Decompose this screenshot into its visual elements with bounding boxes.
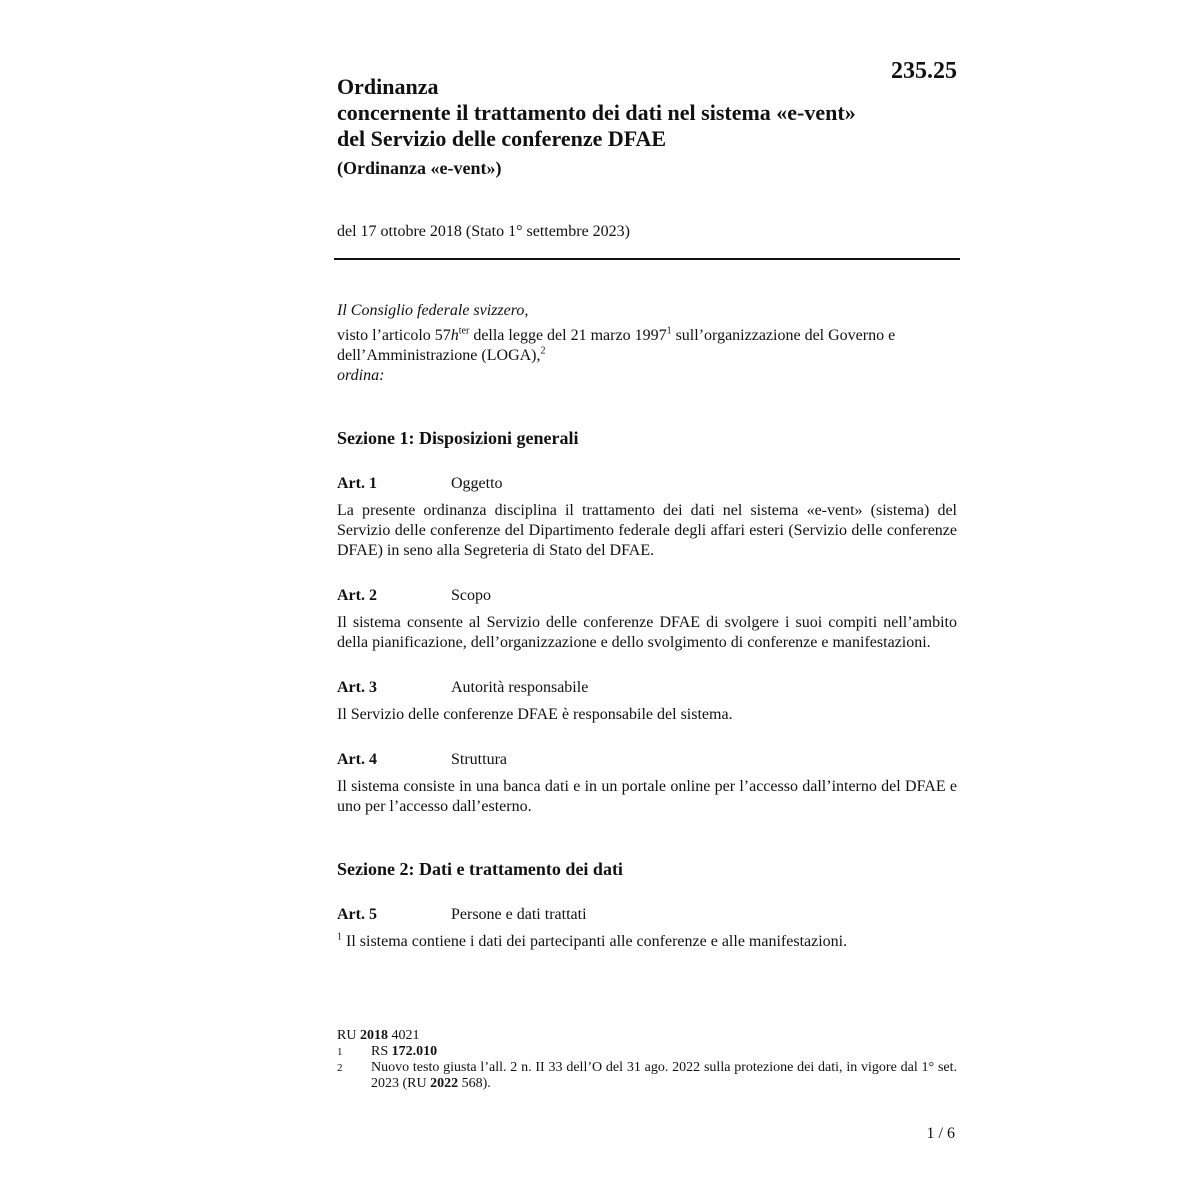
preamble-ordina: ordina:: [337, 367, 385, 384]
article-label: Art. 4: [337, 751, 377, 768]
article-label: Art. 2: [337, 587, 377, 604]
ru-year: 2018: [359, 1028, 388, 1043]
footnote-text: [371, 1044, 957, 1060]
article-body: Il Servizio delle conferenze DFAE è responsabile del sistema.: [337, 706, 733, 723]
page-number: 1 / 6: [926, 1125, 955, 1142]
article-label: Art. 3: [337, 679, 377, 696]
article-body: Il sistema consiste in una banca dati e in un portale online per l’accesso dall’interno del DFAE e uno per l’accesso dall’esterno.: [337, 778, 957, 815]
article-title: Scopo: [451, 587, 491, 604]
article-body: [337, 932, 957, 952]
title-line: Ordinanza: [337, 74, 439, 99]
article-title: Oggetto: [451, 475, 503, 492]
title-rule: [334, 258, 960, 260]
article-body: Il sistema consente al Servizio delle conferenze DFAE di svolgere i suoi compiti nell’ambito della pianificazione, dell’organizzazione e dello svolgimento di conferenze e manifestazioni.: [337, 614, 957, 651]
document-date: del 17 ottobre 2018 (Stato 1° settembre 2023): [337, 223, 631, 240]
footnote-text: [371, 1060, 957, 1092]
footnote-number: 2: [337, 1062, 343, 1074]
visto-letter: h: [450, 327, 459, 344]
preamble: [337, 301, 957, 386]
footnote-1: [337, 1044, 957, 1060]
visto-text: della legge del 21 marzo 1997: [469, 327, 667, 344]
article-2: [337, 587, 957, 653]
section-2-heading: Sezione 2: Dati e trattamento dei dati: [337, 859, 623, 879]
ru-page: 4021: [387, 1028, 420, 1043]
footnote-ref-2[interactable]: 2: [540, 345, 546, 357]
document-title: [337, 58, 897, 152]
article-label: Art. 1: [337, 475, 377, 492]
article-title: Struttura: [451, 751, 507, 768]
preamble-authority: Il Consiglio federale svizzero,: [337, 302, 529, 319]
section-1-heading: Sezione 1: Disposizioni generali: [337, 428, 579, 448]
title-line: concernente il trattamento dei dati nel sistema «e-vent»: [337, 100, 856, 125]
title-line: del Servizio delle conferenze DFAE: [337, 126, 667, 151]
visto-text: visto l’articolo 57: [337, 327, 451, 344]
paragraph-number: 1: [337, 931, 342, 943]
article-title: Autorità responsabile: [451, 679, 589, 696]
footnote-pre: RS: [371, 1044, 392, 1059]
article-title: Persone e dati trattati: [451, 906, 587, 923]
footnote-ref-1[interactable]: 1: [666, 325, 672, 337]
article-body: La presente ordinanza disciplina il trattamento dei dati nel sistema «e-vent» (sistema) del Servizio delle conferenze del Dipartimento federale degli affari esteri (Servizio delle conferenze DFAE) in seno alla Segreteria di Stato del DFAE.: [337, 502, 957, 559]
article-5: [337, 906, 957, 952]
article-3: [337, 679, 957, 725]
footnote-number: 1: [337, 1046, 343, 1058]
article-1: [337, 475, 957, 561]
ru-reference: [337, 1028, 957, 1044]
ru-prefix: RU: [337, 1028, 360, 1043]
sr-number: 235.25: [891, 58, 957, 84]
visto-text: sull’organizzazione del Governo e dell’Amministrazione (LOGA),: [337, 327, 896, 364]
document-page: [337, 58, 957, 952]
footnote-post: 568).: [458, 1076, 491, 1091]
visto-sup: ter: [458, 325, 470, 337]
footnote-bold: 2022: [430, 1076, 459, 1091]
footnote-bold: 172.010: [391, 1044, 438, 1059]
short-title: (Ordinanza «e-vent»): [337, 158, 502, 178]
footnote-2: [337, 1060, 957, 1092]
footer: [337, 1028, 957, 1092]
paragraph-text: Il sistema contiene i dati dei partecipanti alle conferenze e alle manifestazioni.: [342, 933, 848, 950]
article-4: [337, 751, 957, 817]
footnote-pre: Nuovo testo giusta l’all. 2 n. II 33 dell’O del 31 ago. 2022 sulla protezione dei dati, in vigore dal 1° set. 2023 (RU: [371, 1060, 957, 1091]
article-label: Art. 5: [337, 906, 377, 923]
preamble-visto: [337, 326, 957, 366]
